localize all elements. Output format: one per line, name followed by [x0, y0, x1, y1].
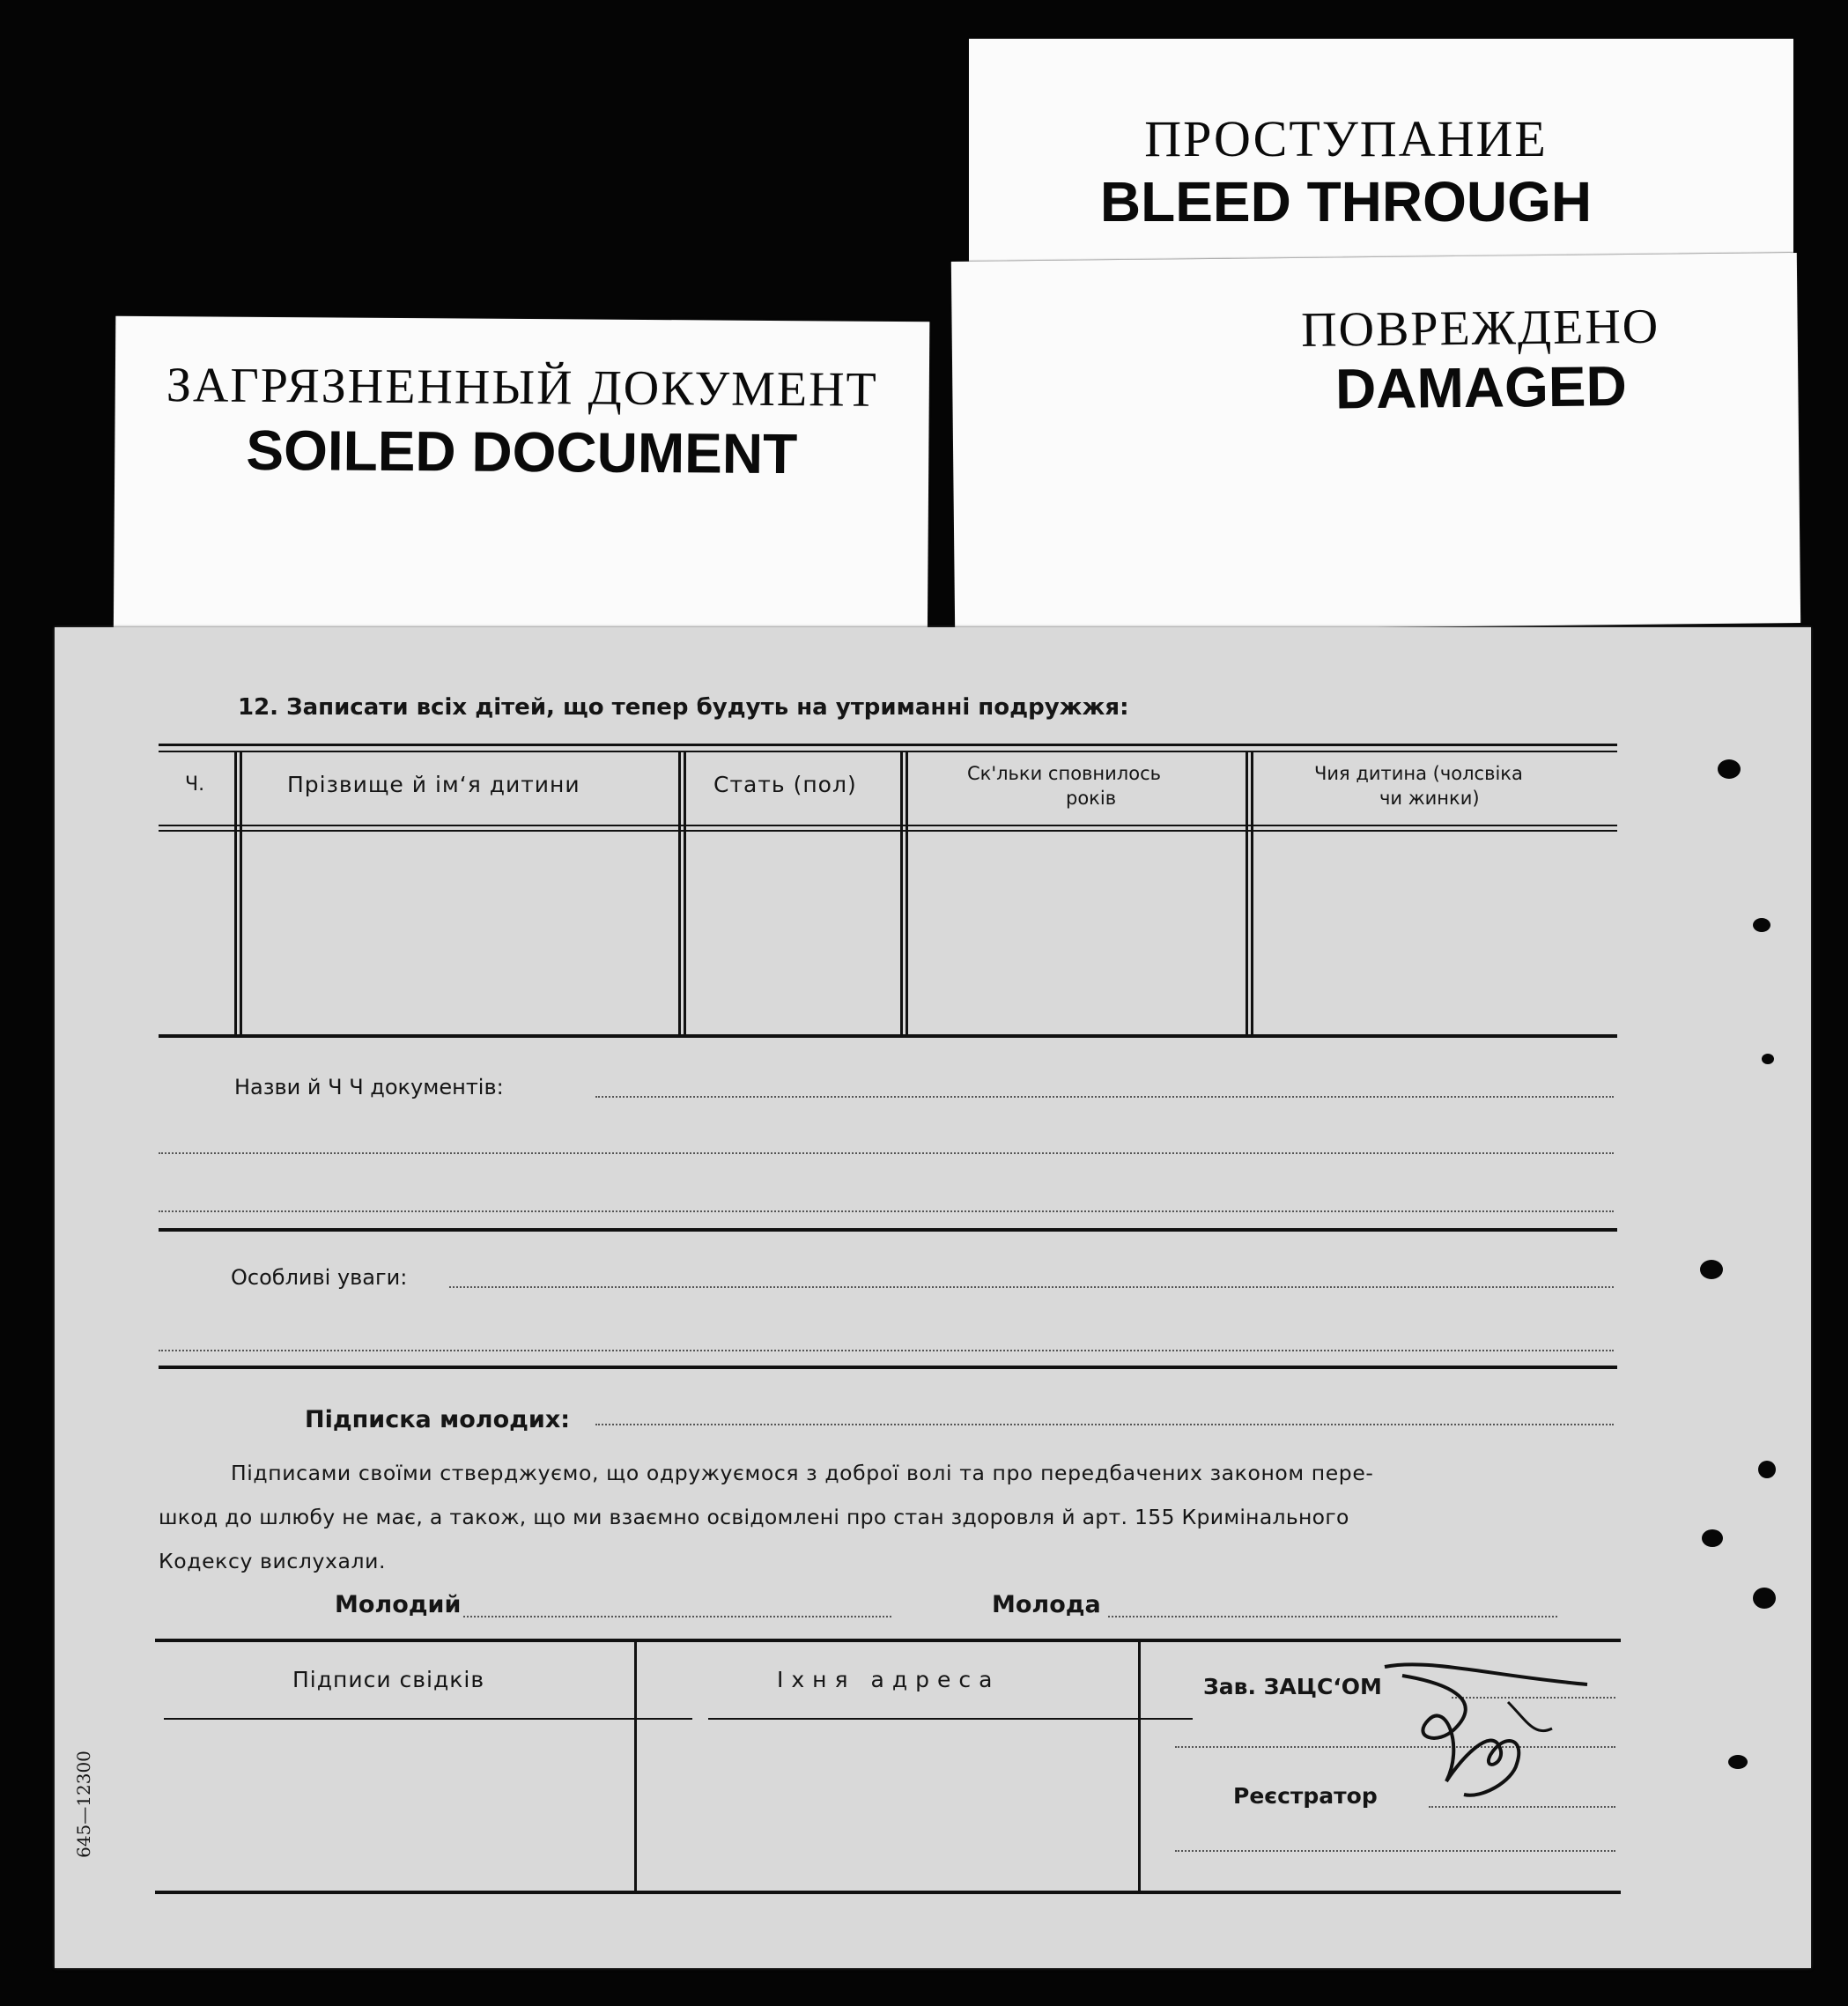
punch-hole: [1700, 1260, 1723, 1279]
documents-field: [595, 1096, 1614, 1098]
soiled-ru-label: ЗАГРЯЗНЕННЫЙ ДОКУМЕНТ: [166, 358, 878, 418]
documents-label: Назви й Ч Ч документів:: [234, 1075, 504, 1099]
registry-head-label: Зав. ЗАЦС‘ОМ: [1203, 1674, 1382, 1699]
print-code: 645—12300: [72, 1751, 94, 1858]
handwritten-signature: [1349, 1649, 1596, 1843]
bride-signature-field: [1108, 1616, 1557, 1617]
subscription-label: Підписка молодих:: [305, 1406, 571, 1433]
witness-address-header: Іхня адреса: [777, 1667, 1001, 1692]
documents-field-line2: [159, 1152, 1614, 1154]
groom-label: Молодий: [335, 1591, 462, 1618]
column-sex-header: Стать (пол): [713, 772, 857, 797]
column-age-header-line2: років: [1066, 788, 1117, 809]
registrar-field-line2: [1175, 1850, 1615, 1852]
column-age-header: Ск'льки сповнилось: [967, 763, 1161, 784]
damaged-ru-label: ПОВРЕЖДЕНО: [1300, 299, 1660, 358]
column-number-header: Ч.: [185, 774, 205, 796]
punch-hole: [1702, 1529, 1723, 1547]
column-whose-child-header-line2: чи жинки): [1379, 788, 1480, 809]
remarks-field: [449, 1286, 1614, 1288]
witness-signatures-header: Підписи свідків: [292, 1667, 485, 1692]
declaration-line-3: Кодексу вислухали.: [159, 1549, 387, 1573]
marriage-record-form: [55, 627, 1811, 1968]
soiled-en-label: SOILED DOCUMENT: [246, 418, 798, 486]
declaration-line-1: Підписами своїми стверджуємо, що одружуємося з доброї волі та про передбачених законом пере-: [231, 1461, 1374, 1485]
bleed-through-ru-label: ПРОСТУПАНИЕ: [1144, 110, 1548, 167]
column-child-name-header: Прізвище й ім‘я дитини: [287, 772, 580, 797]
punch-hole: [1728, 1755, 1748, 1769]
damaged-card: [951, 253, 1800, 632]
punch-hole: [1718, 759, 1741, 779]
punch-hole: [1762, 1054, 1774, 1064]
remarks-field-line2: [159, 1350, 1614, 1351]
damaged-en-label: DAMAGED: [1334, 354, 1628, 421]
punch-hole: [1753, 1588, 1776, 1609]
subscription-field: [595, 1424, 1614, 1425]
remarks-label: Особливі уваги:: [231, 1265, 408, 1290]
groom-signature-field: [463, 1616, 891, 1617]
bleed-through-en-label: BLEED THROUGH: [1099, 170, 1593, 233]
section-title: 12. Записати всіх дітей, що тепер будуть на утриманні подружжя:: [238, 694, 1129, 721]
bride-label: Молода: [992, 1591, 1101, 1618]
documents-field-line3: [159, 1210, 1614, 1212]
column-whose-child-header: Чия дитина (чолсвіка: [1314, 763, 1523, 784]
punch-hole: [1753, 918, 1770, 932]
registrar-label: Реєстратор: [1233, 1783, 1378, 1809]
declaration-line-2: шкод до шлюбу не має, а також, що ми взаємно освідомлені про стан здоровля й арт. 155 Кримінального: [159, 1505, 1349, 1529]
soiled-document-card: [114, 316, 930, 665]
punch-hole: [1758, 1461, 1776, 1478]
